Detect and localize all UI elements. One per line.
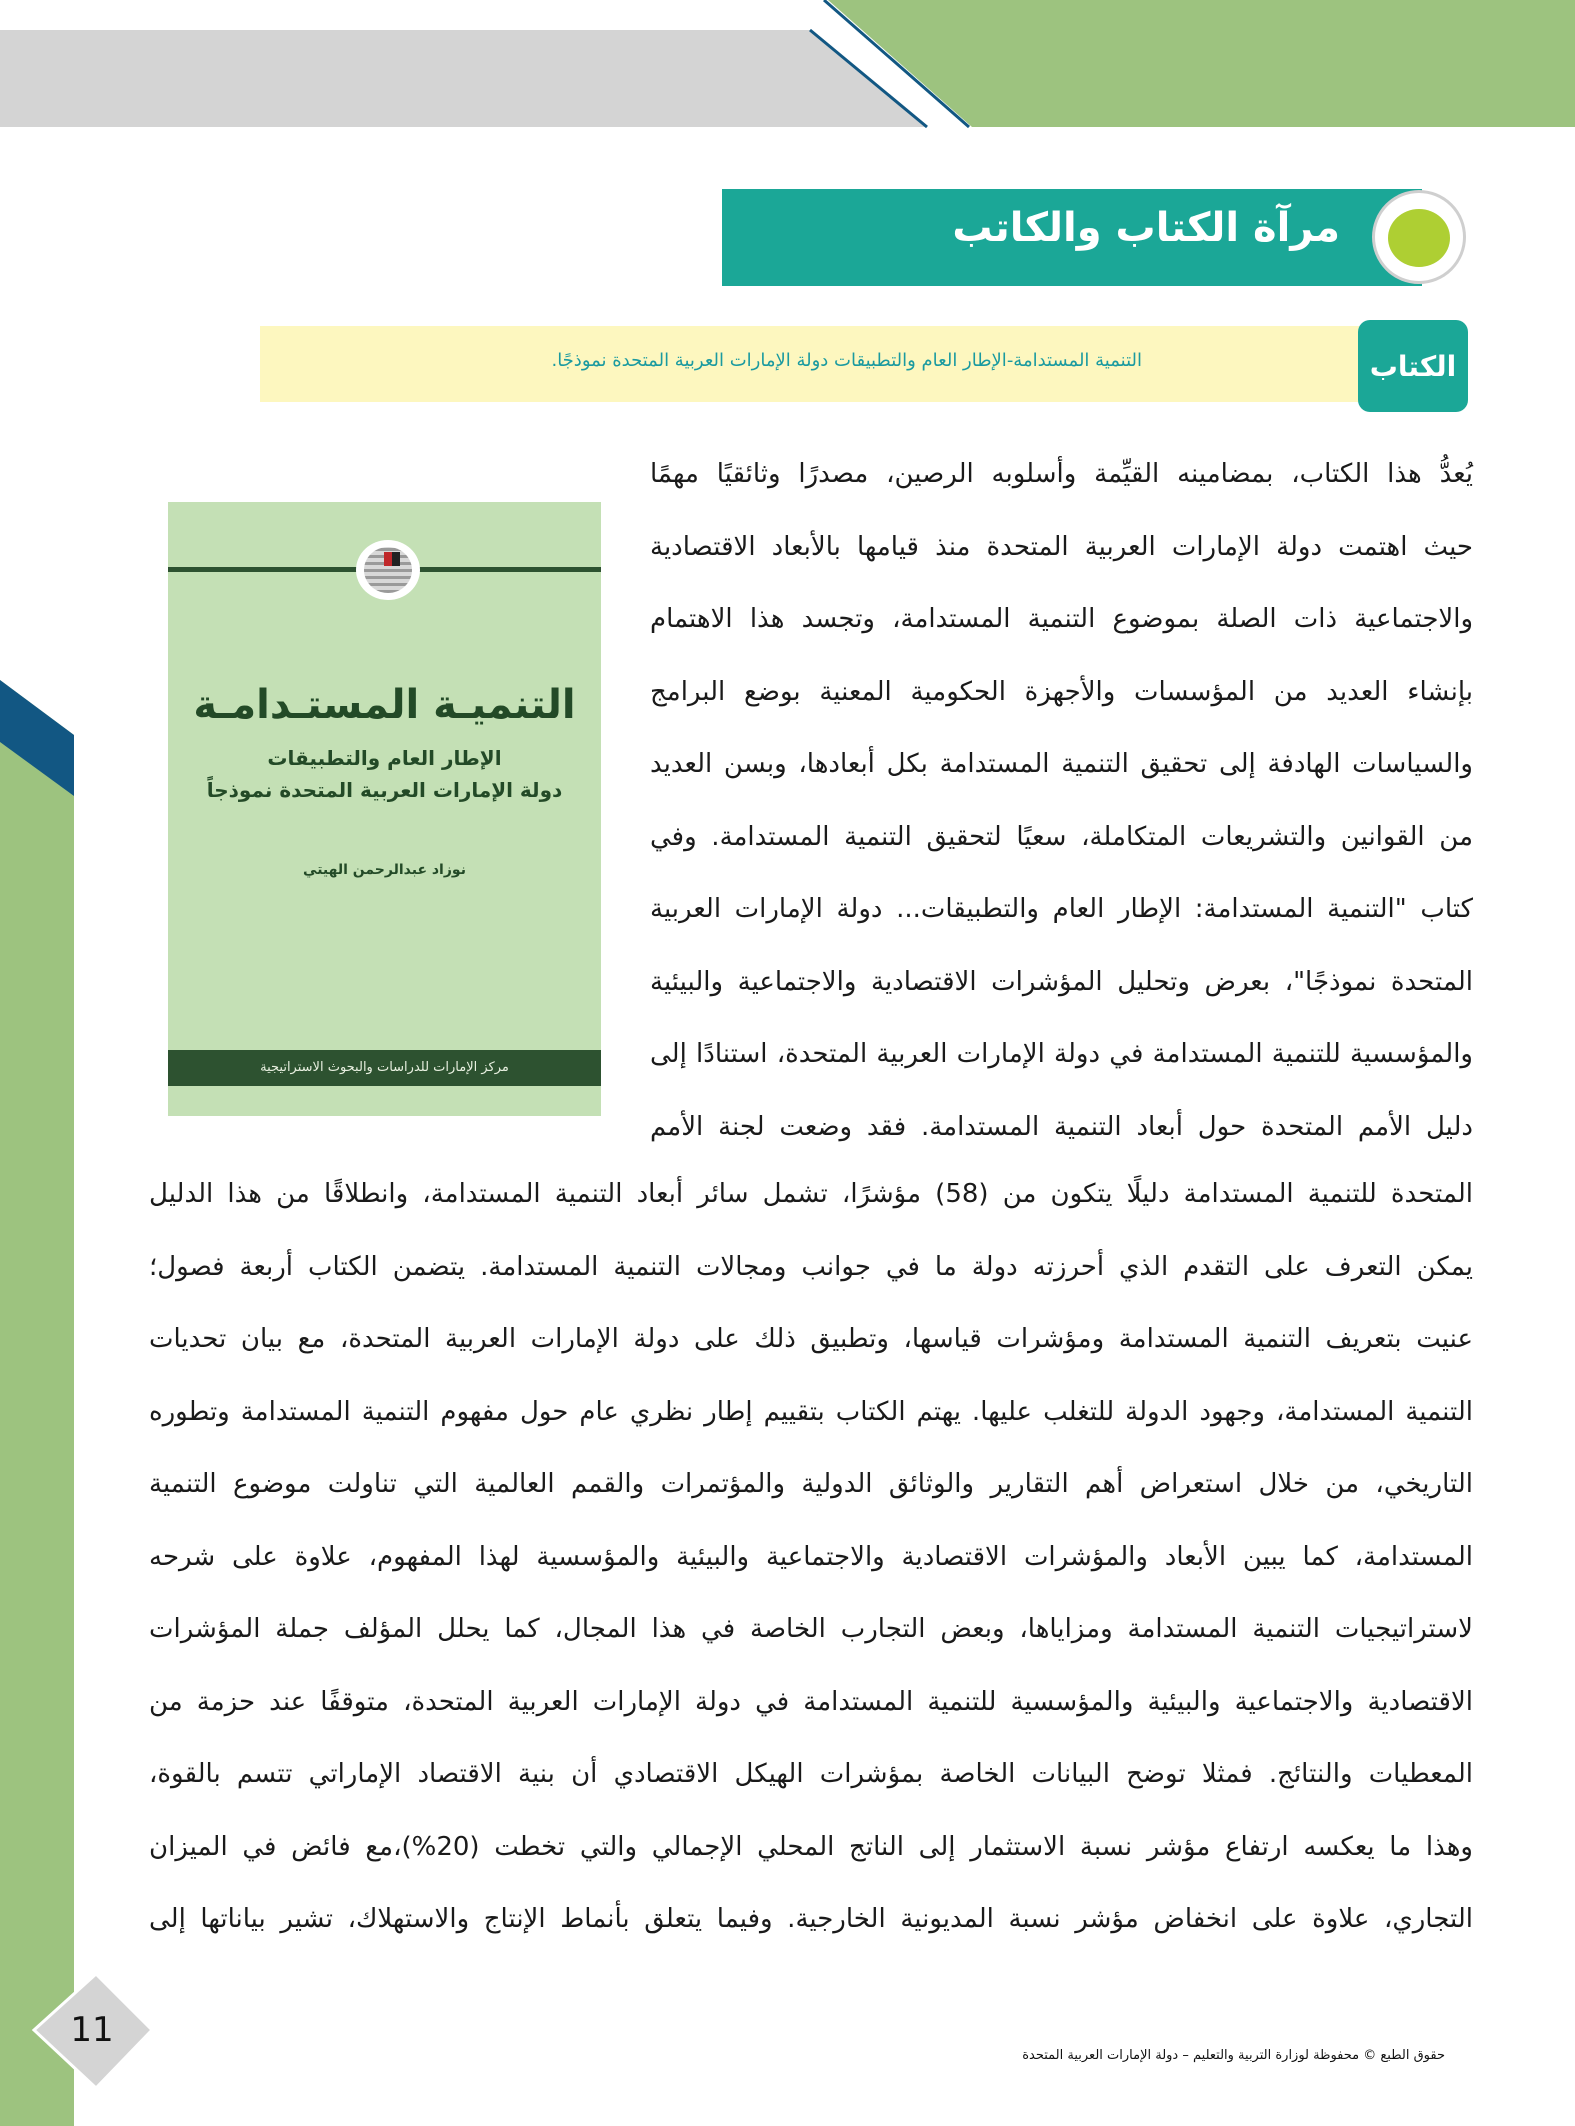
paragraph-line: من القوانين والتشريعات المتكاملة، سعيًا لتحقيق التنمية المستدامة. وفي [650,821,1473,852]
header-green-band [828,0,1575,127]
book-title: التنمية المستدامة-الإطار العام والتطبيقات دولة الإمارات العربية المتحدة نموذجًا. [551,350,1142,371]
paragraph-line: المعطيات والنتائج. فمثلا توضح البيانات الخاصة بمؤشرات الهيكل الاقتصادي أن بنية الاقتصاد الإماراتي تتسم بالقوة، [149,1759,1473,1789]
paragraph-line: المتحدة للتنمية المستدامة دليلًا يتكون من (58) مؤشرًا، تشمل سائر أبعاد التنمية المستدامة، وانطلاقًا من هذا الدليل [149,1179,1473,1209]
book-label: الكتاب [1358,320,1468,412]
paragraph-line: عنيت بتعريف التنمية المستدامة ومؤشرات قياسها، وتطبيق ذلك على دولة الإمارات العربية المتحدة، مع بيان تحديات [149,1324,1473,1354]
book-cover [168,502,601,1116]
copyright-footer: حقوق الطبع © محفوظة لوزارة التربية والتعليم – دولة الإمارات العربية المتحدة [1022,2048,1445,2063]
book-title-band [260,326,1362,402]
paragraph-line: يُعدُّ هذا الكتاب، بمضامينه القيِّمة وأسلوبه الرصين، مصدرًا وثائقيًا مهمًا [650,459,1473,489]
section-bullet-icon [1372,190,1466,284]
header-gray-band [0,30,925,127]
paragraph-line: يمكن التعرف على التقدم الذي أحرزته دولة ما في جوانب ومجالات التنمية المستدامة. يتضمن الكتاب أربعة فصول؛ [149,1251,1473,1282]
section-title-bar [722,189,1422,286]
publisher-logo-icon [356,540,420,600]
paragraph-line: التنمية المستدامة، وجهود الدولة للتغلب عليها. يهتم الكتاب بتقييم إطار نظري عام حول مفهوم التنمية المستدامة وتطوره [149,1396,1473,1427]
cover-author: نوزاد عبدالرحمن الهيتي [303,862,466,878]
paragraph-line: بإنشاء العديد من المؤسسات والأجهزة الحكومية المعنية بوضع البرامج [650,676,1473,707]
cover-subtitle: الإطار العام والتطبيقات [267,746,502,770]
paragraph-line: والاجتماعية ذات الصلة بموضوع التنمية المستدامة، وتجسد هذا الاهتمام [650,604,1473,634]
page-number-badge [30,1972,154,2090]
paragraph-line: المتحدة نموذجًا"، بعرض وتحليل المؤشرات الاقتصادية والاجتماعية والبيئية [650,966,1473,997]
paragraph-line: والسياسات الهادفة إلى تحقيق التنمية المستدامة بكل أبعادها، وبسن العديد [650,749,1473,779]
paragraph-line: التجاري، علاوة على انخفاض مؤشر نسبة المديونية الخارجية. وفيما يتعلق بأنماط الإنتاج والاستهلاك، تشير بياناتها إلى [149,1904,1473,1934]
paragraph-line: دليل الأمم المتحدة حول أبعاد التنمية المستدامة. فقد وضعت لجنة الأمم [650,1111,1473,1142]
paragraph-line: حيث اهتمت دولة الإمارات العربية المتحدة منذ قيامها بالأبعاد الاقتصادية [650,531,1473,562]
cover-subtitle: دولة الإمارات العربية المتحدة نموذجاً [206,778,563,802]
paragraph-line: لاستراتيجيات التنمية المستدامة ومزاياها، وبعض التجارب الخاصة في هذا المجال، كما يحلل المؤلف جملة المؤشرات [149,1614,1473,1644]
paragraph-line: الاقتصادية والاجتماعية والبيئية والمؤسسية للتنمية المستدامة في دولة الإمارات العربية المتحدة، متوقفًا عند حزمة من [149,1686,1473,1717]
page-number: 11 [70,2010,114,2050]
paragraph-line: كتاب "التنمية المستدامة: الإطار العام والتطبيقات... دولة الإمارات العربية [650,894,1473,924]
section-title: مرآة الكتاب والكاتب [952,205,1340,251]
paragraph-line: وهذا ما يعكسه ارتفاع مؤشر نسبة الاستثمار إلى الناتج المحلي الإجمالي والتي تخطت (20%)،مع فائض في الميزان [149,1831,1473,1862]
cover-title: التنميـة المستـدامـة [193,682,576,728]
paragraph-line: والمؤسسية للتنمية المستدامة في دولة الإمارات العربية المتحدة، استنادًا إلى [650,1039,1473,1069]
left-decoration [0,680,76,2126]
cover-publisher: مركز الإمارات للدراسات والبحوث الاستراتيجية [168,1050,601,1086]
paragraph-line: المستدامة، كما يبين الأبعاد والمؤشرات الاقتصادية والاجتماعية والبيئية والمؤسسية لهذا المفهوم، علاوة على شرحه [149,1541,1473,1572]
paragraph-line: التاريخي، من خلال استعراض أهم التقارير والوثائق الدولية والمؤتمرات والقمم العالمية التي تناولت موضوع التنمية [149,1469,1473,1499]
header-decoration [0,0,1575,140]
